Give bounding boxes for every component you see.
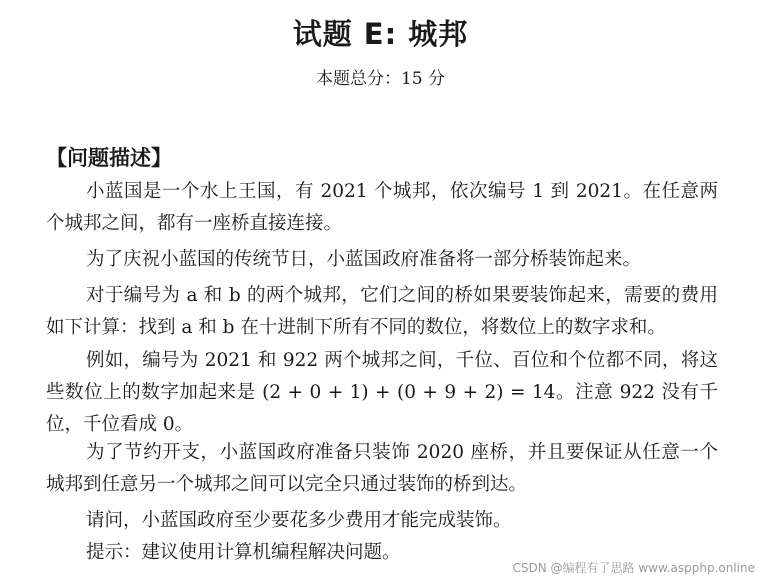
paragraph-cost-rule: 对于编号为 a 和 b 的两个城邦，它们之间的桥如果要装饰起来，需要的费用如下计算：找到 a 和 b 在十进制下所有不同的数位，将数位上的数字求和。 [46,285,718,338]
paragraph-example: 例如，编号为 2021 和 922 两个城邦之间，千位、百位和个位都不同，将这些数位上的数字加起来是 (2 + 0 + 1) + (0 + 9 + 2) = 14。注意 922 没有千位，千位看成 0。 [46,350,718,435]
paragraph-festival: 为了庆祝小蓝国的传统节日，小蓝国政府准备将一部分桥装饰起来。 [86,249,642,270]
paragraph-hint: 提示：建议使用计算机编程解决问题。 [86,542,401,563]
section-heading: 【问题描述】 [46,146,172,170]
paragraph-intro: 小蓝国是一个水上王国，有 2021 个城邦，依次编号 1 到 2021。在任意两个城邦之间，都有一座桥直接连接。 [46,181,718,234]
page-title: 试题 E: 城邦 [292,17,469,51]
total-score: 本题总分：15 分 [315,69,446,89]
paragraph-constraint: 为了节约开支，小蓝国政府准备只装饰 2020 座桥，并且要保证从任意一个城邦到任意另一个城邦之间可以完全只通过装饰的桥到达。 [46,442,718,495]
watermark: CSDN @编程有了思路 www.aspphp.online [512,561,755,575]
paragraph-question: 请问，小蓝国政府至少要花多少费用才能完成装饰。 [86,510,512,531]
